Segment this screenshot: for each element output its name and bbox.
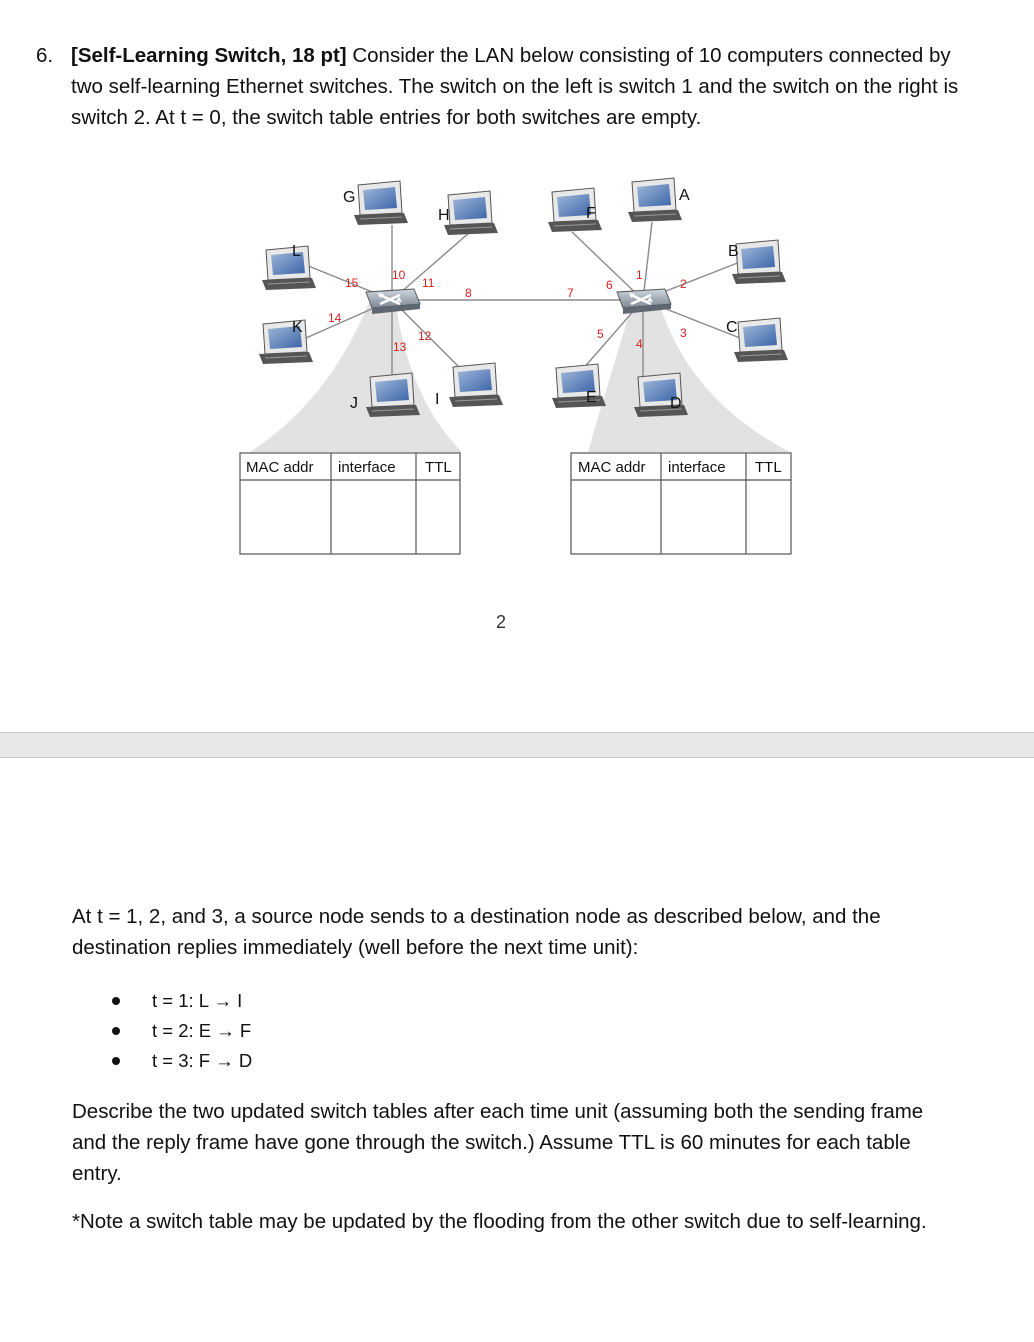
s1-header-mac: MAC addr: [246, 459, 314, 476]
task-text: Describe the two updated switch tables after each time unit (assuming both the sending frame and the reply frame have gone through the switch.) Assume TTL is 60 minutes for each table entry.: [72, 1100, 924, 1185]
host-label-b: B: [728, 243, 739, 260]
host-label-f: F: [586, 205, 596, 222]
switch1-table: [240, 453, 460, 554]
s2-port-3: 3: [680, 326, 687, 340]
s2-port-2: 2: [680, 277, 687, 291]
s1-header-interface: interface: [338, 459, 396, 476]
s1-port-8: 8: [465, 286, 472, 300]
host-j-icon: [366, 373, 420, 417]
s2-port-6: 6: [606, 278, 613, 292]
s2-header-interface: interface: [668, 459, 726, 476]
s1-port-14: 14: [328, 311, 342, 325]
host-e-icon: [552, 364, 606, 408]
host-label-h: H: [438, 207, 450, 224]
s1-port-13: 13: [393, 340, 407, 354]
question-number: 6.: [36, 44, 54, 67]
host-label-e: E: [586, 389, 597, 406]
s1-port-15: 15: [345, 276, 359, 290]
host-k-icon: [259, 320, 313, 364]
list-item: [108, 986, 408, 1016]
event-3: t = 3: F → D: [152, 1050, 253, 1071]
s1-header-ttl: TTL: [425, 459, 452, 476]
s2-port-7: 7: [567, 286, 574, 300]
page-number: 2: [496, 612, 507, 632]
host-label-d: D: [670, 395, 682, 412]
host-label-i: I: [435, 391, 440, 408]
scenario-text: At t = 1, 2, and 3, a source node sends to a destination node as described below, and the destination replies immediately (well before the next time unit):: [72, 905, 881, 959]
host-label-l: L: [292, 243, 301, 260]
s1-port-12: 12: [418, 329, 432, 343]
host-label-a: A: [679, 187, 690, 204]
host-i-icon: [449, 363, 503, 407]
s1-port-11: 11: [422, 276, 435, 290]
s2-port-5: 5: [597, 327, 604, 341]
switch2-icon: [617, 289, 671, 314]
host-h-icon: [444, 191, 498, 235]
list-item: [108, 1016, 408, 1046]
host-c-icon: [734, 318, 788, 362]
note-text: *Note a switch table may be updated by the flooding from the other switch due to self-learning.: [72, 1210, 927, 1233]
host-label-g: G: [343, 189, 356, 206]
s2-port-4: 4: [636, 337, 643, 351]
event-2: t = 2: E → F: [152, 1020, 252, 1041]
s2-header-mac: MAC addr: [578, 459, 646, 476]
list-item: [108, 1046, 408, 1076]
lan-diagram: [0, 0, 1034, 600]
bullet-icon: [112, 1027, 120, 1035]
host-g-icon: [354, 181, 408, 225]
question-intro: Consider the LAN below consisting of 10 computers connected by two self-learning Ethernet switches. The switch on the left is switch 1 and the switch on the right is switch 2. At t = 0, the switch table entries for both switches are empty.: [71, 44, 959, 129]
host-label-k: K: [292, 319, 303, 336]
s2-header-ttl: TTL: [755, 459, 782, 476]
host-label-j: J: [350, 395, 358, 412]
switch2-table: [571, 453, 791, 554]
bullet-icon: [112, 997, 120, 1005]
s2-port-1: 1: [636, 268, 643, 282]
host-a-icon: [628, 178, 682, 222]
event-list: [108, 986, 408, 1076]
page-break: [0, 732, 1034, 758]
host-l-icon: [262, 246, 316, 290]
s1-port-10: 10: [392, 268, 406, 282]
event-1: t = 1: L → I: [152, 990, 243, 1011]
question-title: [Self-Learning Switch, 18 pt]: [71, 44, 347, 67]
host-label-c: C: [726, 319, 738, 336]
switch1-icon: [366, 289, 420, 314]
bullet-icon: [112, 1057, 120, 1065]
host-b-icon: [732, 240, 786, 284]
